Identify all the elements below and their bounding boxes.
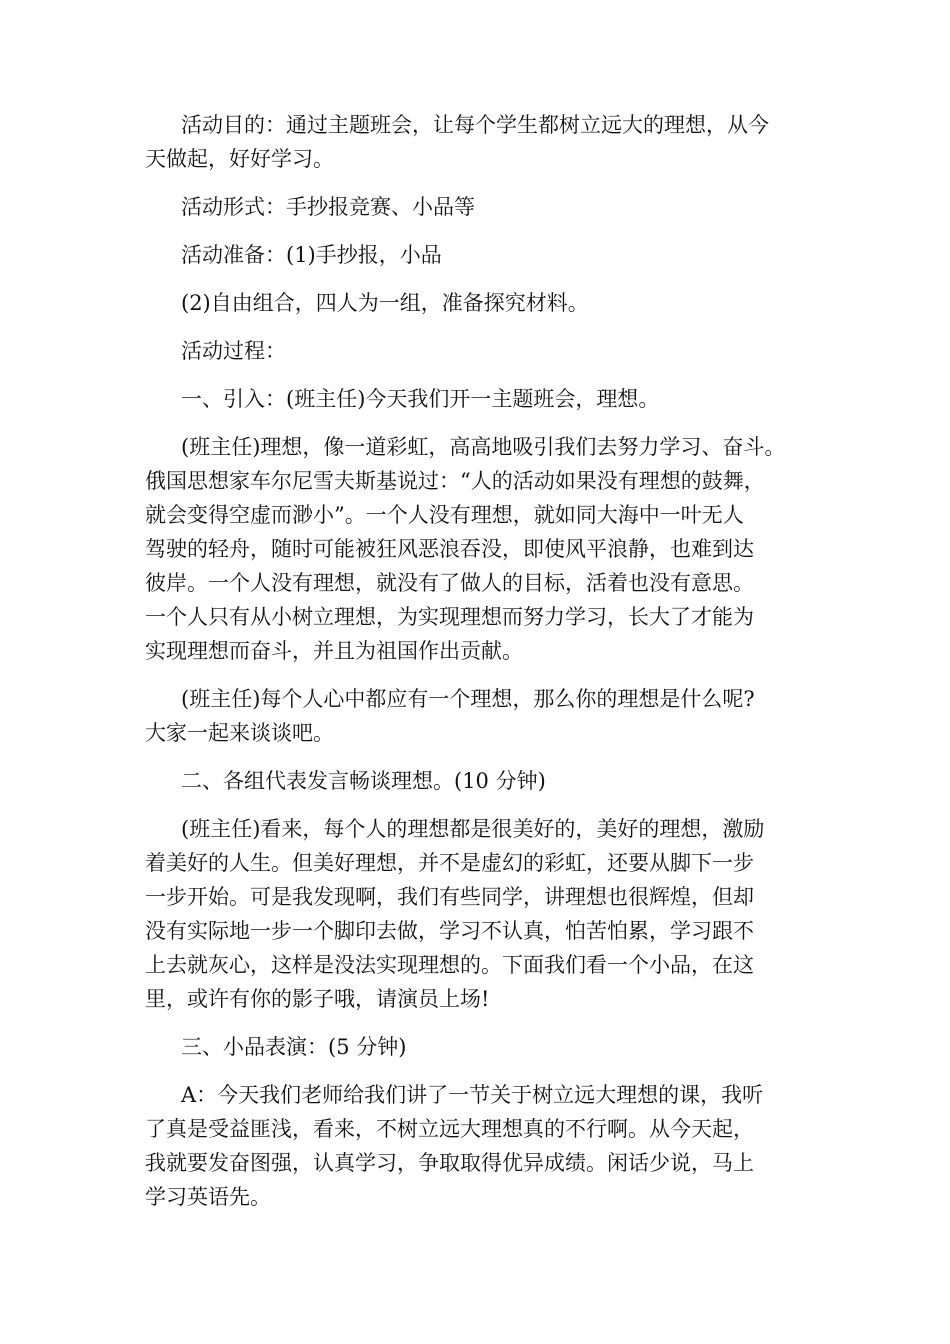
paragraph-line: 一、引入：(班主任)今天我们开一主题班会，理想。: [181, 387, 660, 411]
paragraph-line: (2)自由组合，四人为一组，准备探究材料。: [181, 291, 589, 315]
paragraph: [145, 190, 835, 224]
paragraph-line: (班主任)看来，每个人的理想都是很美好的，美好的理想，激励: [181, 817, 765, 841]
paragraph-line: 二、各组代表发言畅谈理想。(10 分钟): [181, 769, 546, 793]
paragraph-line: 里，或许有你的影子哦，请演员上场!: [145, 987, 490, 1011]
paragraph-line: 活动过程：: [181, 339, 286, 363]
paragraph: [145, 682, 835, 750]
paragraph: [145, 1030, 835, 1064]
paragraph-line: (班主任)理想，像一道彩虹，高高地吸引我们去努力学习、奋斗。: [181, 435, 786, 459]
paragraph: [145, 108, 835, 176]
paragraph-line: 学习英语先。: [145, 1185, 271, 1209]
paragraph-line: 就会变得空虚而渺小”。一个人没有理想，就如同大海中一叶无人: [145, 503, 744, 527]
paragraph: [145, 812, 835, 1016]
paragraph-line: 彼岸。一个人没有理想，就没有了做人的目标，活着也没有意思。: [145, 571, 754, 595]
paragraph: [145, 382, 835, 416]
paragraph-line: 驾驶的轻舟，随时可能被狂风恶浪吞没，即使风平浪静，也难到达: [145, 537, 754, 561]
paragraph: [145, 430, 835, 668]
paragraph-line: 三、小品表演：(5 分钟): [181, 1035, 407, 1059]
paragraph-line: (班主任)每个人心中都应有一个理想，那么你的理想是什么呢?: [181, 687, 755, 711]
paragraph-line: 一个人只有从小树立理想，为实现理想而努力学习，长大了才能为: [145, 605, 754, 629]
paragraph: [145, 334, 835, 368]
paragraph-line: A：今天我们老师给我们讲了一节关于树立远大理想的课，我听: [181, 1083, 764, 1107]
paragraph-line: 活动准备：(1)手抄报，小品: [181, 243, 442, 267]
paragraph-line: 了真是受益匪浅，看来，不树立远大理想真的不行啊。从今天起，: [145, 1117, 754, 1141]
paragraph-line: 一步开始。可是我发现啊，我们有些同学，讲理想也很辉煌，但却: [145, 885, 754, 909]
paragraph-line: 大家一起来谈谈吧。: [145, 721, 334, 745]
paragraph: [145, 764, 835, 798]
paragraph: [145, 1078, 835, 1214]
document-body: [145, 108, 835, 1228]
paragraph-line: 活动目的：通过主题班会，让每个学生都树立远大的理想，从今: [181, 113, 769, 137]
paragraph-line: 天做起，好好学习。: [145, 147, 334, 171]
paragraph-line: 没有实际地一步一个脚印去做，学习不认真，怕苦怕累，学习跟不: [145, 919, 754, 943]
paragraph-line: 我就要发奋图强，认真学习，争取取得优异成绩。闲话少说，马上: [145, 1151, 754, 1175]
paragraph: [145, 286, 835, 320]
paragraph-line: 上去就灰心，这样是没法实现理想的。下面我们看一个小品，在这: [145, 953, 754, 977]
paragraph: [145, 238, 835, 272]
paragraph-line: 着美好的人生。但美好理想，并不是虚幻的彩虹，还要从脚下一步: [145, 851, 754, 875]
paragraph-line: 俄国思想家车尔尼雪夫斯基说过：“人的活动如果没有理想的鼓舞，: [145, 469, 765, 493]
paragraph-line: 活动形式：手抄报竞赛、小品等: [181, 195, 475, 219]
paragraph-line: 实现理想而奋斗，并且为祖国作出贡献。: [145, 639, 523, 663]
